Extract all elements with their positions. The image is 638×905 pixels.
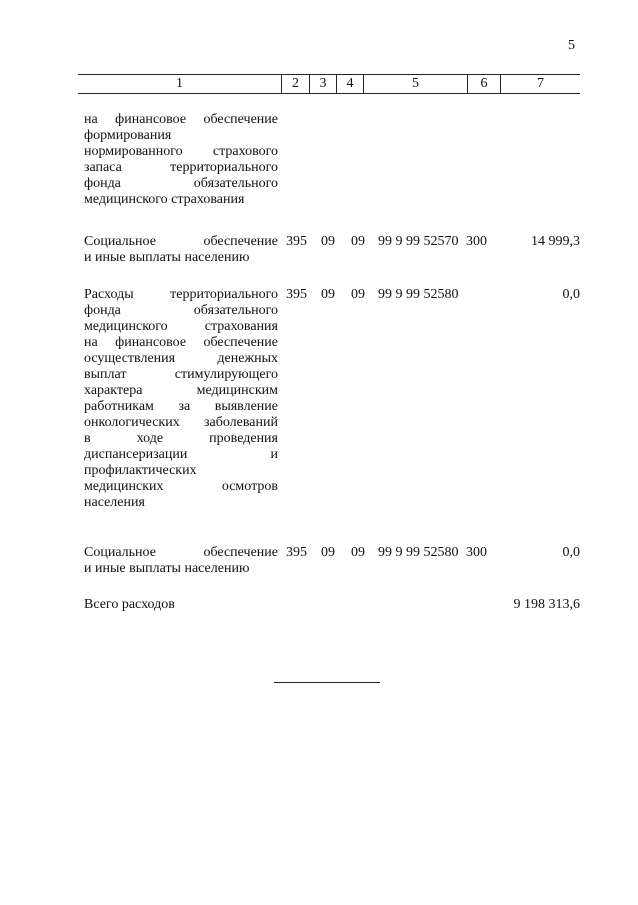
description-line: на финансовое обеспечение [84,112,278,127]
description-line: запаса территориального [84,160,278,175]
row-description [84,112,278,208]
page-number: 5 [568,38,575,53]
cell-subsection: 09 [351,287,365,302]
header-col-6: 6 [468,75,501,93]
description-line: населения [84,495,145,510]
row-description [84,287,278,511]
header-col-4: 4 [337,75,364,93]
description-line: медицинского страхования [84,192,245,207]
description-line: характера медицинским [84,383,278,398]
description-line: на финансовое обеспечение [84,335,278,350]
header-col-2: 2 [282,75,310,93]
description-line: медицинского страхования [84,319,278,334]
cell-section: 09 [321,287,335,302]
cell-expense-type: 300 [466,545,487,560]
cell-sum: 14 999,3 [531,234,580,249]
header-col-1: 1 [78,75,282,93]
description-line: выплат стимулирующего [84,367,278,382]
description-line: Социальное обеспечение [84,234,278,249]
description-line: медицинских осмотров [84,479,278,494]
cell-ved: 395 [286,545,307,560]
header-col-7: 7 [537,76,544,91]
end-divider [274,682,380,683]
total-sum: 9 198 313,6 [513,597,580,612]
cell-target-item: 99 9 99 52570 [378,234,459,249]
description-line: Социальное обеспечение [84,545,278,560]
cell-sum: 0,0 [562,287,580,302]
header-col-5: 5 [364,75,468,93]
cell-subsection: 09 [351,545,365,560]
cell-subsection: 09 [351,234,365,249]
description-line: и иные выплаты населению [84,250,250,265]
header-col-3: 3 [310,75,337,93]
total-label: Всего расходов [84,597,175,612]
row-description [84,234,278,266]
cell-target-item: 99 9 99 52580 [378,545,459,560]
description-line: формирования [84,128,172,143]
cell-ved: 395 [286,234,307,249]
cell-ved: 395 [286,287,307,302]
description-line: онкологических заболеваний [84,415,278,430]
cell-section: 09 [321,234,335,249]
description-line: осуществления денежных [84,351,278,366]
description-line: диспансеризации и [84,447,278,462]
cell-target-item: 99 9 99 52580 [378,287,459,302]
row-description [84,545,278,577]
description-line: и иные выплаты населению [84,561,250,576]
description-line: работникам за выявление [84,399,278,414]
cell-expense-type: 300 [466,234,487,249]
cell-section: 09 [321,545,335,560]
description-line: профилактических [84,463,197,478]
description-line: в ходе проведения [84,431,278,446]
description-line: фонда обязательного [84,303,278,318]
description-line: Расходы территориального [84,287,278,302]
table-header [78,74,580,94]
description-line: нормированного страхового [84,144,278,159]
description-line: фонда обязательного [84,176,278,191]
cell-sum: 0,0 [562,545,580,560]
